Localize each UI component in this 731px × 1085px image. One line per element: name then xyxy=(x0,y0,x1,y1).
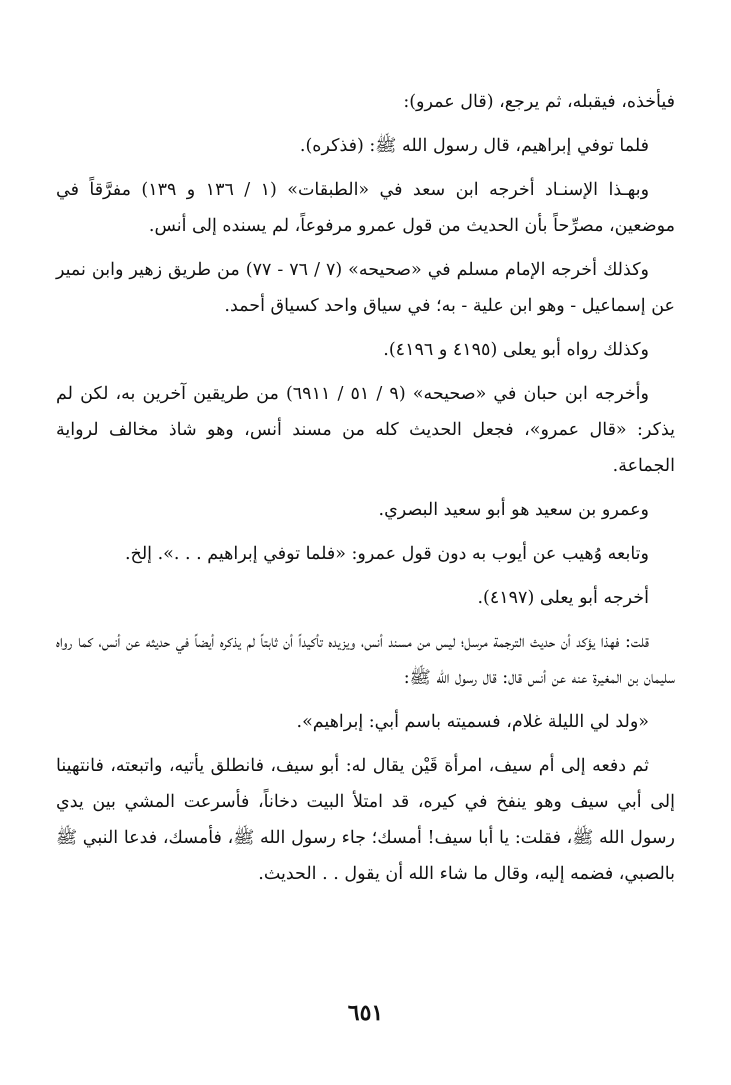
paragraph: وعمرو بن سعيد هو أبو سعيد البصري. xyxy=(378,500,649,520)
paragraph: فلما توفي إبراهيم، قال رسول الله ﷺ: (فذكره). xyxy=(299,136,649,156)
paragraph: قلت: فهذا يؤكد أن حديث الترجمة مرسل؛ ليس من مسند أنس، ويزيده تأكيداً أن ثابتاً لم يذكره أيضاً في حديثه عن أنس، كما رواه سليمان بن المغيرة عنه عن أنس قال: قال رسول الله ﷺ: xyxy=(56,632,675,688)
page-body xyxy=(56,84,675,900)
paragraph: وبهـذا الإسنـاد أخرجه ابن سعد في «الطبقات» (١ / ١٣٦ و ١٣٩) مفرَّقاً في موضعين، مصرِّحاً بأن الحديث من قول عمرو مرفوعاً، لم يسنده إلى أنس. xyxy=(56,180,675,236)
paragraph: أخرجه أبو يعلى (٤١٩٧). xyxy=(477,588,649,608)
paragraph: وكذلك رواه أبو يعلى (٤١٩٥ و ٤١٩٦). xyxy=(383,340,649,360)
paragraph: وتابعه وُهيب عن أيوب به دون قول عمرو: «فلما توفي إبراهيم . . .». إلخ. xyxy=(124,544,649,564)
hadith-quote: «ولد لي الليلة غلام، فسميته باسم أبي: إبراهيم». xyxy=(296,712,649,732)
paragraph: وأخرجه ابن حبان في «صحيحه» (٩ / ٥١ / ٦٩١١) من طريقين آخرين به، لكن لم يذكر: «قال عمرو»، فجعل الحديث كله من مسند أنس، وهو شاذ مخالف لرواية الجماعة. xyxy=(56,384,675,476)
paragraph-continuation: فيأخذه، فيقبله، ثم يرجع، (قال عمرو): xyxy=(403,92,675,112)
paragraph: وكذلك أخرجه الإمام مسلم في «صحيحه» (٧ / ٧٦ - ٧٧) من طريق زهير وابن نمير عن إسماعيل - وهو ابن علية - به؛ في سياق واحد كسياق أحمد. xyxy=(56,260,675,316)
page-number: ٦٥١ xyxy=(347,1000,384,1026)
paragraph: ثم دفعه إلى أم سيف، امرأة قَيْن يقال له: أبو سيف، فانطلق يأتيه، واتبعته، فانتهينا إلى أبي سيف وهو ينفخ في كيره، قد امتلأ البيت دخاناً، فأسرعت المشي بين يدي رسول الله ﷺ، فقلت: يا أبا سيف! أمسك؛ جاء رسول الله ﷺ، فأمسك، فدعا النبي ﷺ بالصبي، فضمه إليه، وقال ما شاء الله أن يقول . . الحديث. xyxy=(56,756,675,884)
